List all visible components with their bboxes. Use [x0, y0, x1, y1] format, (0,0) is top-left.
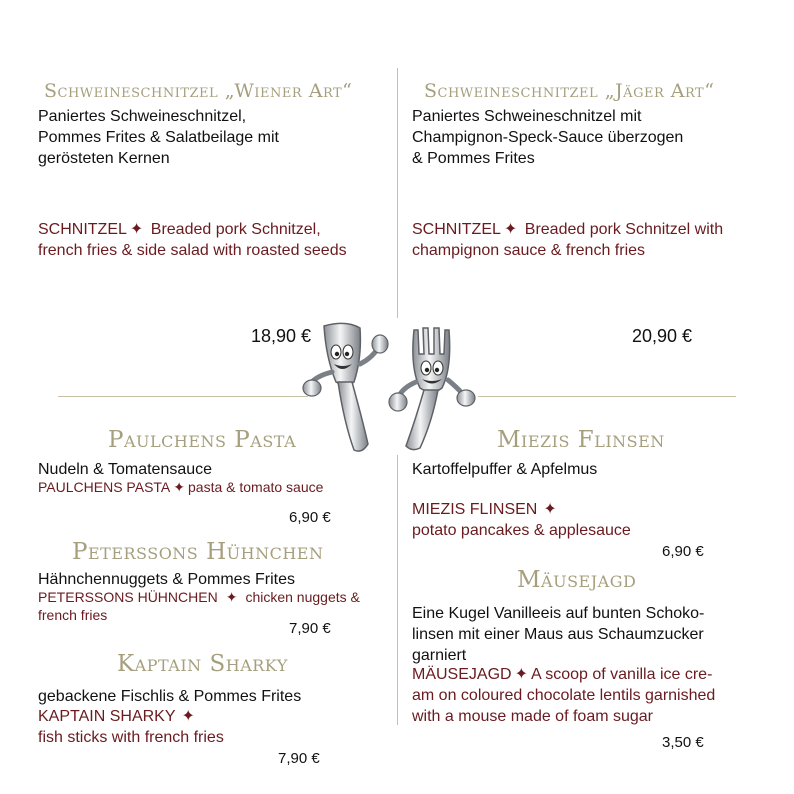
- item-desc-de-huehnchen: Hähnchennuggets & Pommes Frites: [38, 571, 296, 588]
- item-desc-de-flinsen: Kartoffelpuffer & Apfelmus: [412, 461, 598, 478]
- item-price-sharky: 7,90 €: [278, 750, 320, 767]
- cutlery-mascot-icon: [302, 318, 482, 458]
- item-desc-de-sharky: gebackene Fischlis & Pommes Frites: [38, 688, 302, 705]
- four-point-star-icon: ✦: [173, 479, 185, 495]
- item-en-text-pasta: pasta & tomato sauce: [188, 479, 324, 495]
- item-en-label-maeusejagd: MÄUSEJAGD: [412, 666, 512, 683]
- item-price-jaeger: 20,90 €: [632, 326, 693, 346]
- item-desc-en-pasta: [38, 478, 323, 496]
- item-desc-de-jaeger-2: Champignon-Speck-Sauce überzogen: [412, 129, 684, 146]
- four-point-star-icon: ✦: [181, 708, 195, 725]
- item-desc-en-jaeger-1: [412, 219, 723, 240]
- horizontal-divider-left: [58, 396, 308, 397]
- item-desc-en-maeusejagd-2: am on coloured chocolate lentils garnished: [412, 687, 716, 704]
- item-desc-de-jaeger-1: Paniertes Schweineschnitzel mit: [412, 108, 642, 125]
- vertical-divider-bottom: [397, 455, 398, 725]
- item-desc-en-flinsen-2: potato pancakes & applesauce: [412, 522, 631, 539]
- item-desc-de-wiener-3: gerösteten Kernen: [38, 150, 170, 167]
- item-en-label-huehnchen: PETERSSONS HÜHNCHEN: [38, 589, 218, 605]
- item-desc-en-wiener-1: [38, 219, 321, 240]
- item-title-sharky: Kaptain Sharky: [117, 651, 288, 677]
- item-price-huehnchen: 7,90 €: [289, 620, 331, 637]
- item-en-text-maeusejagd: A scoop of vanilla ice cre-: [530, 666, 713, 683]
- item-desc-en-sharky-2: fish sticks with french fries: [38, 729, 224, 746]
- four-point-star-icon: ✦: [543, 501, 557, 518]
- item-title-huehnchen: Peterssons Hühnchen: [72, 539, 324, 565]
- fork-character-icon: [389, 328, 475, 450]
- item-en-label-pasta: PAULCHENS PASTA: [38, 479, 171, 495]
- item-en-label-jaeger: SCHNITZEL: [412, 221, 501, 238]
- item-desc-en-huehnchen-2: french fries: [38, 607, 108, 623]
- item-price-maeusejagd: 3,50 €: [662, 734, 704, 751]
- item-en-text-jaeger: Breaded pork Schnitzel with: [524, 221, 724, 238]
- item-desc-de-maeusejagd-2: linsen mit einer Maus aus Schaumzucker: [412, 626, 704, 643]
- item-title-wiener: Schweineschnitzel „Wiener Art“: [44, 80, 353, 102]
- item-en-text-wiener: Breaded pork Schnitzel,: [150, 221, 321, 238]
- four-point-star-icon: ✦: [503, 221, 518, 238]
- item-desc-de-jaeger-3: & Pommes Frites: [412, 150, 535, 167]
- item-price-wiener: 18,90 €: [251, 326, 312, 346]
- item-desc-en-wiener-2: french fries & side salad with roasted seeds: [38, 242, 347, 259]
- four-point-star-icon: ✦: [225, 589, 238, 605]
- item-title-maeusejagd: Mäusejagd: [517, 567, 637, 593]
- item-desc-de-wiener-2: Pommes Frites & Salatbeilage mit: [38, 129, 279, 146]
- vertical-divider-top: [397, 68, 398, 318]
- item-desc-de-pasta: Nudeln & Tomatensauce: [38, 461, 213, 478]
- item-price-pasta: 6,90 €: [289, 509, 331, 526]
- item-title-flinsen: Miezis Flinsen: [497, 427, 665, 453]
- item-price-flinsen: 6,90 €: [662, 543, 704, 560]
- item-desc-de-maeusejagd-1: Eine Kugel Vanilleeis auf bunten Schoko-: [412, 605, 705, 622]
- item-desc-de-wiener-1: Paniertes Schweineschnitzel,: [38, 108, 247, 125]
- item-title-jaeger: Schweineschnitzel „Jäger Art“: [424, 80, 715, 102]
- knife-character-icon: [303, 323, 388, 451]
- item-desc-en-sharky-1: [38, 706, 201, 727]
- item-desc-en-maeusejagd-1: [412, 664, 712, 685]
- four-point-star-icon: ✦: [514, 666, 528, 683]
- item-desc-en-flinsen-1: [412, 499, 563, 520]
- item-desc-en-maeusejagd-3: with a mouse made of foam sugar: [412, 708, 654, 725]
- item-desc-de-maeusejagd-3: garniert: [412, 647, 467, 664]
- item-en-label-flinsen: MIEZIS FLINSEN: [412, 501, 538, 518]
- item-en-text-huehnchen: chicken nuggets &: [245, 589, 360, 605]
- item-en-label-wiener: SCHNITZEL: [38, 221, 127, 238]
- item-title-pasta: Paulchens Pasta: [108, 427, 297, 453]
- item-en-label-sharky: KAPTAIN SHARKY: [38, 708, 176, 725]
- four-point-star-icon: ✦: [129, 221, 144, 238]
- item-desc-en-huehnchen-1: [38, 588, 360, 606]
- horizontal-divider-right: [478, 396, 736, 397]
- item-desc-en-jaeger-2: champignon sauce & french fries: [412, 242, 646, 259]
